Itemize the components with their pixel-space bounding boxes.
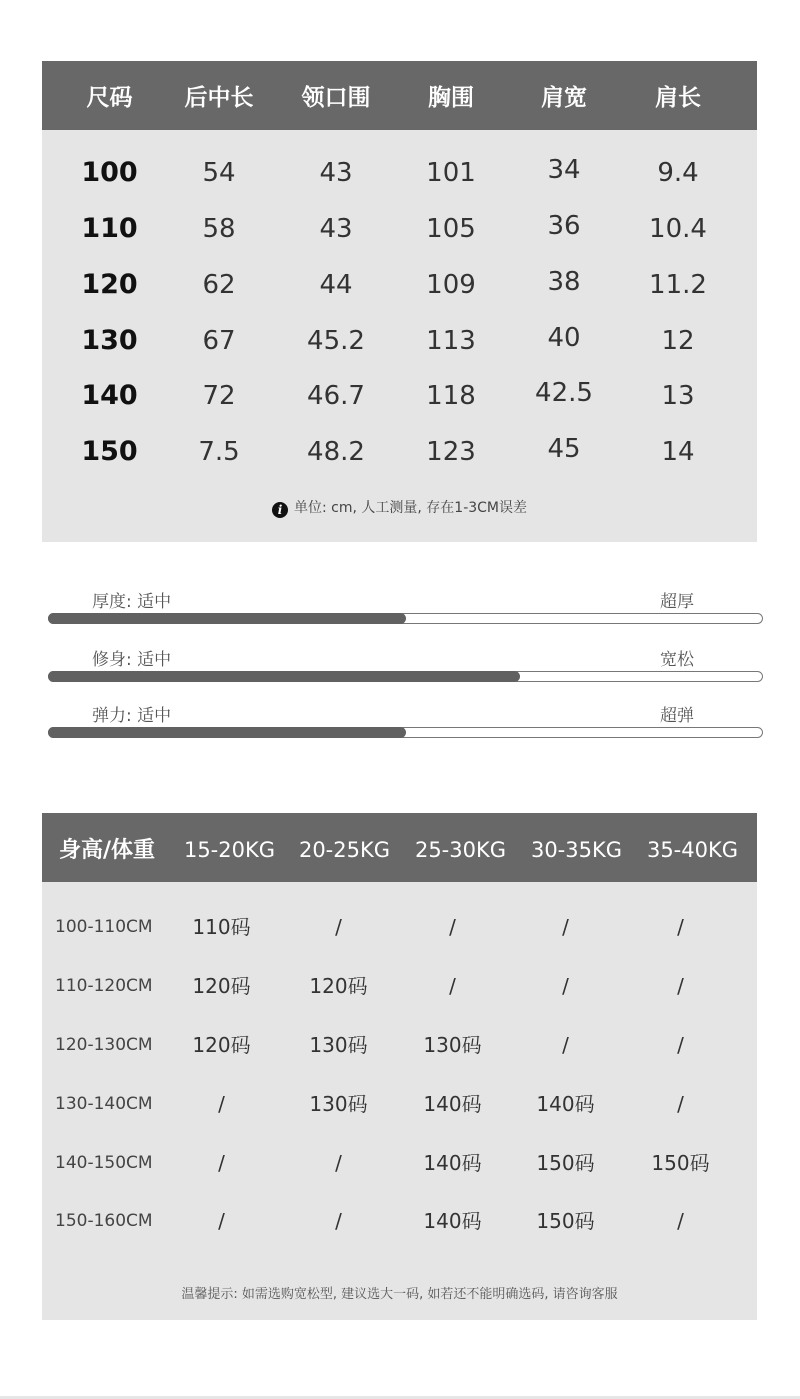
value-cell: 72 xyxy=(202,381,236,411)
fit-cell: 120码 xyxy=(192,1033,251,1057)
height-cell: 110-120CM xyxy=(55,976,153,996)
height-cell: 150-160CM xyxy=(55,1211,153,1231)
fit-cell: 150码 xyxy=(651,1151,710,1175)
meter-max-label: 宽松 xyxy=(660,650,694,670)
fit-cell: / xyxy=(218,1151,225,1175)
thickness-meter xyxy=(48,587,763,631)
fit-cell: / xyxy=(218,1092,225,1116)
value-cell: 48.2 xyxy=(307,437,365,467)
fit-cell: / xyxy=(677,915,684,939)
meter-fill xyxy=(48,613,406,624)
table-row xyxy=(42,968,757,1004)
height-cell: 130-140CM xyxy=(55,1094,153,1114)
value-cell: 36 xyxy=(547,211,581,241)
value-cell: 46.7 xyxy=(307,381,365,411)
value-cell: 13 xyxy=(661,381,695,411)
header-weight-range: 35-40KG xyxy=(646,838,739,862)
table-row xyxy=(42,1145,757,1181)
header-weight-range: 30-35KG xyxy=(530,838,623,862)
size-chart-panel xyxy=(42,61,757,542)
value-cell: 105 xyxy=(426,214,476,244)
header-chest: 胸围 xyxy=(428,85,474,111)
height-cell: 140-150CM xyxy=(55,1153,153,1173)
note-text: 单位: cm, 人工测量, 存在1-3CM误差 xyxy=(293,500,528,516)
fit-cell: 110码 xyxy=(192,915,251,939)
value-cell: 38 xyxy=(547,267,581,297)
value-cell: 62 xyxy=(202,270,236,300)
fit-chart-header xyxy=(42,813,757,882)
value-cell: 58 xyxy=(202,214,236,244)
fit-cell: / xyxy=(677,1033,684,1057)
value-cell: 45.2 xyxy=(307,326,365,356)
value-cell: 67 xyxy=(202,326,236,356)
fit-chart-panel xyxy=(42,813,757,1320)
fit-cell: 140码 xyxy=(423,1209,482,1233)
table-row xyxy=(42,1027,757,1063)
header-shoulder-width: 肩宽 xyxy=(541,85,587,111)
meter-label: 修身: 适中 xyxy=(92,650,172,670)
fit-cell: / xyxy=(218,1209,225,1233)
value-cell: 44 xyxy=(319,270,353,300)
size-cell: 100 xyxy=(81,157,138,188)
fit-cell: / xyxy=(677,1209,684,1233)
value-cell: 123 xyxy=(426,437,476,467)
header-shoulder-length: 肩长 xyxy=(655,85,701,111)
header-size: 尺码 xyxy=(86,85,133,111)
info-icon: i xyxy=(272,502,288,518)
value-cell: 109 xyxy=(426,270,476,300)
table-row xyxy=(42,153,757,193)
fit-cell: 150码 xyxy=(536,1151,595,1175)
value-cell: 34 xyxy=(547,155,581,185)
value-cell: 11.2 xyxy=(649,270,707,300)
fit-cell: / xyxy=(677,1092,684,1116)
value-cell: 12 xyxy=(661,326,695,356)
value-cell: 43 xyxy=(319,158,353,188)
header-weight-range: 20-25KG xyxy=(298,838,391,862)
header-back-length: 后中长 xyxy=(184,85,254,111)
fit-cell: 130码 xyxy=(423,1033,482,1057)
size-cell: 120 xyxy=(81,269,138,300)
fit-cell: 120码 xyxy=(192,974,251,998)
height-cell: 120-130CM xyxy=(55,1035,153,1055)
table-row xyxy=(42,909,757,945)
fit-cell: / xyxy=(335,1209,342,1233)
table-row xyxy=(42,432,757,472)
fit-cell: 140码 xyxy=(423,1092,482,1116)
fit-cell: / xyxy=(677,974,684,998)
fit-cell: / xyxy=(562,915,569,939)
fit-cell: / xyxy=(335,1151,342,1175)
value-cell: 40 xyxy=(547,323,581,353)
fit-cell: / xyxy=(562,1033,569,1057)
size-cell: 140 xyxy=(81,380,138,411)
value-cell: 118 xyxy=(426,381,476,411)
size-chart-header xyxy=(42,61,757,130)
meter-fill xyxy=(48,727,406,738)
table-row xyxy=(42,321,757,361)
meter-label: 弹力: 适中 xyxy=(92,706,172,726)
measurement-note xyxy=(42,497,757,519)
table-row xyxy=(42,265,757,305)
header-height-weight: 身高/体重 xyxy=(58,838,156,863)
fit-cell: 140码 xyxy=(536,1092,595,1116)
table-row xyxy=(42,1086,757,1122)
value-cell: 43 xyxy=(319,214,353,244)
value-cell: 54 xyxy=(202,158,236,188)
value-cell: 101 xyxy=(426,158,476,188)
fit-cell: / xyxy=(562,974,569,998)
value-cell: 10.4 xyxy=(649,214,707,244)
value-cell: 9.4 xyxy=(657,158,699,188)
table-row xyxy=(42,209,757,249)
size-cell: 150 xyxy=(81,436,138,467)
meter-label: 厚度: 适中 xyxy=(92,592,172,612)
fit-cell: / xyxy=(449,974,456,998)
table-row xyxy=(42,376,757,416)
fit-cell: 120码 xyxy=(309,974,368,998)
fit-cell: 130码 xyxy=(309,1033,368,1057)
fit-meter xyxy=(48,645,763,689)
header-weight-range: 15-20KG xyxy=(183,838,276,862)
value-cell: 42.5 xyxy=(535,378,593,408)
value-cell: 7.5 xyxy=(198,437,240,467)
meter-max-label: 超厚 xyxy=(660,592,694,612)
meter-max-label: 超弹 xyxy=(660,706,694,726)
sizing-tip: 温馨提示: 如需选购宽松型, 建议选大一码, 如若还不能明确选码, 请咨询客服 xyxy=(181,1287,618,1302)
fit-cell: / xyxy=(335,915,342,939)
meter-fill xyxy=(48,671,520,682)
fit-cell: 140码 xyxy=(423,1151,482,1175)
size-cell: 130 xyxy=(81,325,138,356)
height-cell: 100-110CM xyxy=(55,917,153,937)
elasticity-meter xyxy=(48,701,763,745)
size-cell: 110 xyxy=(81,213,138,244)
table-row xyxy=(42,1203,757,1239)
header-weight-range: 25-30KG xyxy=(414,838,507,862)
value-cell: 113 xyxy=(426,326,476,356)
fit-cell: / xyxy=(449,915,456,939)
value-cell: 45 xyxy=(547,434,581,464)
value-cell: 14 xyxy=(661,437,695,467)
header-neck: 领口围 xyxy=(301,85,371,111)
fit-cell: 150码 xyxy=(536,1209,595,1233)
fit-cell: 130码 xyxy=(309,1092,368,1116)
